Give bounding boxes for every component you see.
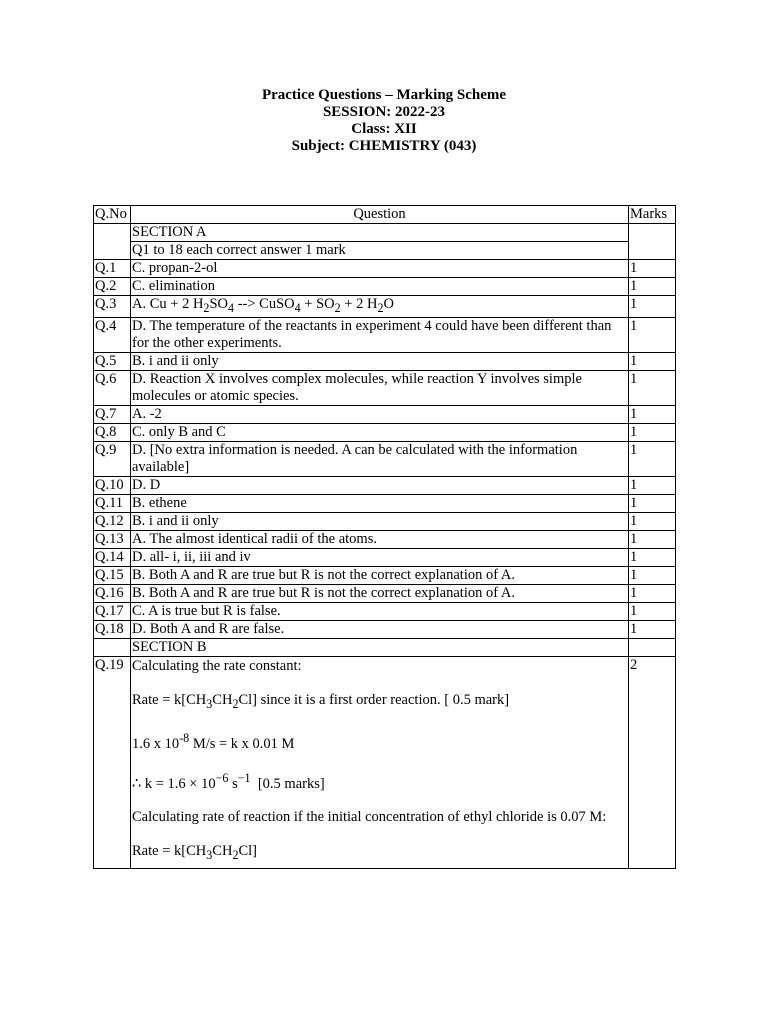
table-row bbox=[94, 296, 676, 318]
question-number: Q.8 bbox=[94, 423, 131, 441]
marks-value: 1 bbox=[629, 352, 676, 370]
answer-text: B. ethene bbox=[131, 494, 629, 512]
empty-cell bbox=[629, 638, 676, 656]
section-b-heading: SECTION B bbox=[131, 638, 629, 656]
marks-value: 1 bbox=[629, 584, 676, 602]
answer-text: A. The almost identical radii of the atoms. bbox=[131, 530, 629, 548]
table-row bbox=[94, 584, 676, 602]
answer-text: D. D bbox=[131, 476, 629, 494]
marks-value: 1 bbox=[629, 423, 676, 441]
question-number: Q.7 bbox=[94, 405, 131, 423]
marks-value: 1 bbox=[629, 476, 676, 494]
table-row bbox=[94, 476, 676, 494]
marks-value: 1 bbox=[629, 278, 676, 296]
question-number: Q.15 bbox=[94, 566, 131, 584]
answer-text: C. propan-2-ol bbox=[131, 260, 629, 278]
table-row bbox=[94, 512, 676, 530]
q19-line5: Calculating rate of reaction if the initial concentration of ethyl chloride is 0.07 M: bbox=[132, 809, 607, 826]
table-row bbox=[94, 441, 676, 476]
section-a-note: Q1 to 18 each correct answer 1 mark bbox=[131, 242, 629, 260]
table-row bbox=[94, 494, 676, 512]
question-number: Q.10 bbox=[94, 476, 131, 494]
answer-text: A. Cu + 2 $H_2SO_4$ --> CuSO$_4$ + $SO_2 + 2$ $H_2O$ bbox=[131, 296, 629, 318]
answer-text: B. i and ii only bbox=[131, 352, 629, 370]
table-row bbox=[94, 656, 676, 868]
section-a-rows bbox=[94, 260, 676, 639]
marks-value: 1 bbox=[629, 317, 676, 352]
question-number: Q.12 bbox=[94, 512, 131, 530]
marks-value: 2 bbox=[629, 656, 676, 868]
table-row bbox=[94, 620, 676, 638]
question-number: Q.5 bbox=[94, 352, 131, 370]
marks-value: 1 bbox=[629, 441, 676, 476]
table-row bbox=[94, 548, 676, 566]
question-number: Q.2 bbox=[94, 278, 131, 296]
answer-text: B. Both A and R are true but R is not the correct explanation of A. bbox=[131, 584, 629, 602]
marks-value: 1 bbox=[629, 566, 676, 584]
question-number: Q.14 bbox=[94, 548, 131, 566]
q19-line6: Rate = $k[CH_3CH_2Cl]$ bbox=[132, 843, 258, 863]
table-row bbox=[94, 530, 676, 548]
marks-value: 1 bbox=[629, 494, 676, 512]
question-number: Q.3 bbox=[94, 296, 131, 318]
question-number: Q.6 bbox=[94, 370, 131, 405]
document-title: Practice Questions – Marking Scheme bbox=[261, 87, 507, 103]
table-row bbox=[94, 317, 676, 352]
empty-cell bbox=[629, 224, 676, 260]
header-marks: Marks bbox=[629, 206, 676, 224]
answer-text: A. -2 bbox=[131, 405, 629, 423]
question-number: Q.4 bbox=[94, 317, 131, 352]
answer-text: B. i and ii only bbox=[131, 512, 629, 530]
marks-value: 1 bbox=[629, 296, 676, 318]
answer-text: C. elimination bbox=[131, 278, 629, 296]
empty-cell bbox=[94, 224, 131, 260]
answer-text: D. Both A and R are false. bbox=[131, 620, 629, 638]
question-number: Q.11 bbox=[94, 494, 131, 512]
section-b-row bbox=[94, 638, 676, 656]
marking-scheme-table bbox=[93, 205, 676, 869]
marks-value: 1 bbox=[629, 530, 676, 548]
table-row bbox=[94, 352, 676, 370]
marks-value: 1 bbox=[629, 260, 676, 278]
question-number: Q.19 bbox=[94, 656, 131, 868]
answer-text: C. A is true but R is false. bbox=[131, 602, 629, 620]
document-header bbox=[0, 87, 768, 155]
header-qno: Q.No bbox=[94, 206, 131, 224]
marks-value: 1 bbox=[629, 602, 676, 620]
section-a-note-row bbox=[94, 242, 676, 260]
answer-text: B. Both A and R are true but R is not the correct explanation of A. bbox=[131, 566, 629, 584]
subject-line: Subject: CHEMISTRY (043) bbox=[291, 138, 477, 154]
question-number: Q.18 bbox=[94, 620, 131, 638]
marks-value: 1 bbox=[629, 370, 676, 405]
answer-text: D. all- i, ii, iii and iv bbox=[131, 548, 629, 566]
question-number: Q.17 bbox=[94, 602, 131, 620]
answer-text bbox=[131, 656, 629, 868]
question-number: Q.9 bbox=[94, 441, 131, 476]
q19-line1: Calculating the rate constant: bbox=[132, 657, 302, 674]
table-row bbox=[94, 370, 676, 405]
table-row bbox=[94, 423, 676, 441]
answer-text: C. only B and C bbox=[131, 423, 629, 441]
session-line: SESSION: 2022-23 bbox=[322, 104, 446, 120]
table-header-row bbox=[94, 206, 676, 224]
marks-value: 1 bbox=[629, 620, 676, 638]
table-row bbox=[94, 602, 676, 620]
answer-text: D. [No extra information is needed. A can be calculated with the information available] bbox=[131, 441, 629, 476]
table-row bbox=[94, 405, 676, 423]
answer-text: D. The temperature of the reactants in experiment 4 could have been different than for the other experiments. bbox=[131, 317, 629, 352]
section-a-row bbox=[94, 224, 676, 242]
header-question: Question bbox=[131, 206, 629, 224]
class-line: Class: XII bbox=[351, 121, 417, 137]
q19-line3: 1.6 x $10^{-8}$ M/s = k x 0.01 M bbox=[132, 730, 295, 752]
marks-value: 1 bbox=[629, 548, 676, 566]
section-a-heading: SECTION A bbox=[131, 224, 629, 242]
empty-cell bbox=[94, 638, 131, 656]
marks-value: 1 bbox=[629, 405, 676, 423]
table-row bbox=[94, 278, 676, 296]
answer-text: D. Reaction X involves complex molecules, while reaction Y involves simple molecules or atomic species. bbox=[131, 370, 629, 405]
marks-value: 1 bbox=[629, 512, 676, 530]
question-number: Q.13 bbox=[94, 530, 131, 548]
table-row bbox=[94, 566, 676, 584]
q19-line4: ∴ $k = 1.6 \times 10^{-6}$ $s^{-1}$ [0.5 marks] bbox=[132, 770, 325, 792]
question-number: Q.1 bbox=[94, 260, 131, 278]
table-row bbox=[94, 260, 676, 278]
q19-line2: Rate = $k[CH_3CH_2Cl]$ since it is a first order reaction. [ 0.5 mark] bbox=[132, 691, 510, 711]
question-number: Q.16 bbox=[94, 584, 131, 602]
